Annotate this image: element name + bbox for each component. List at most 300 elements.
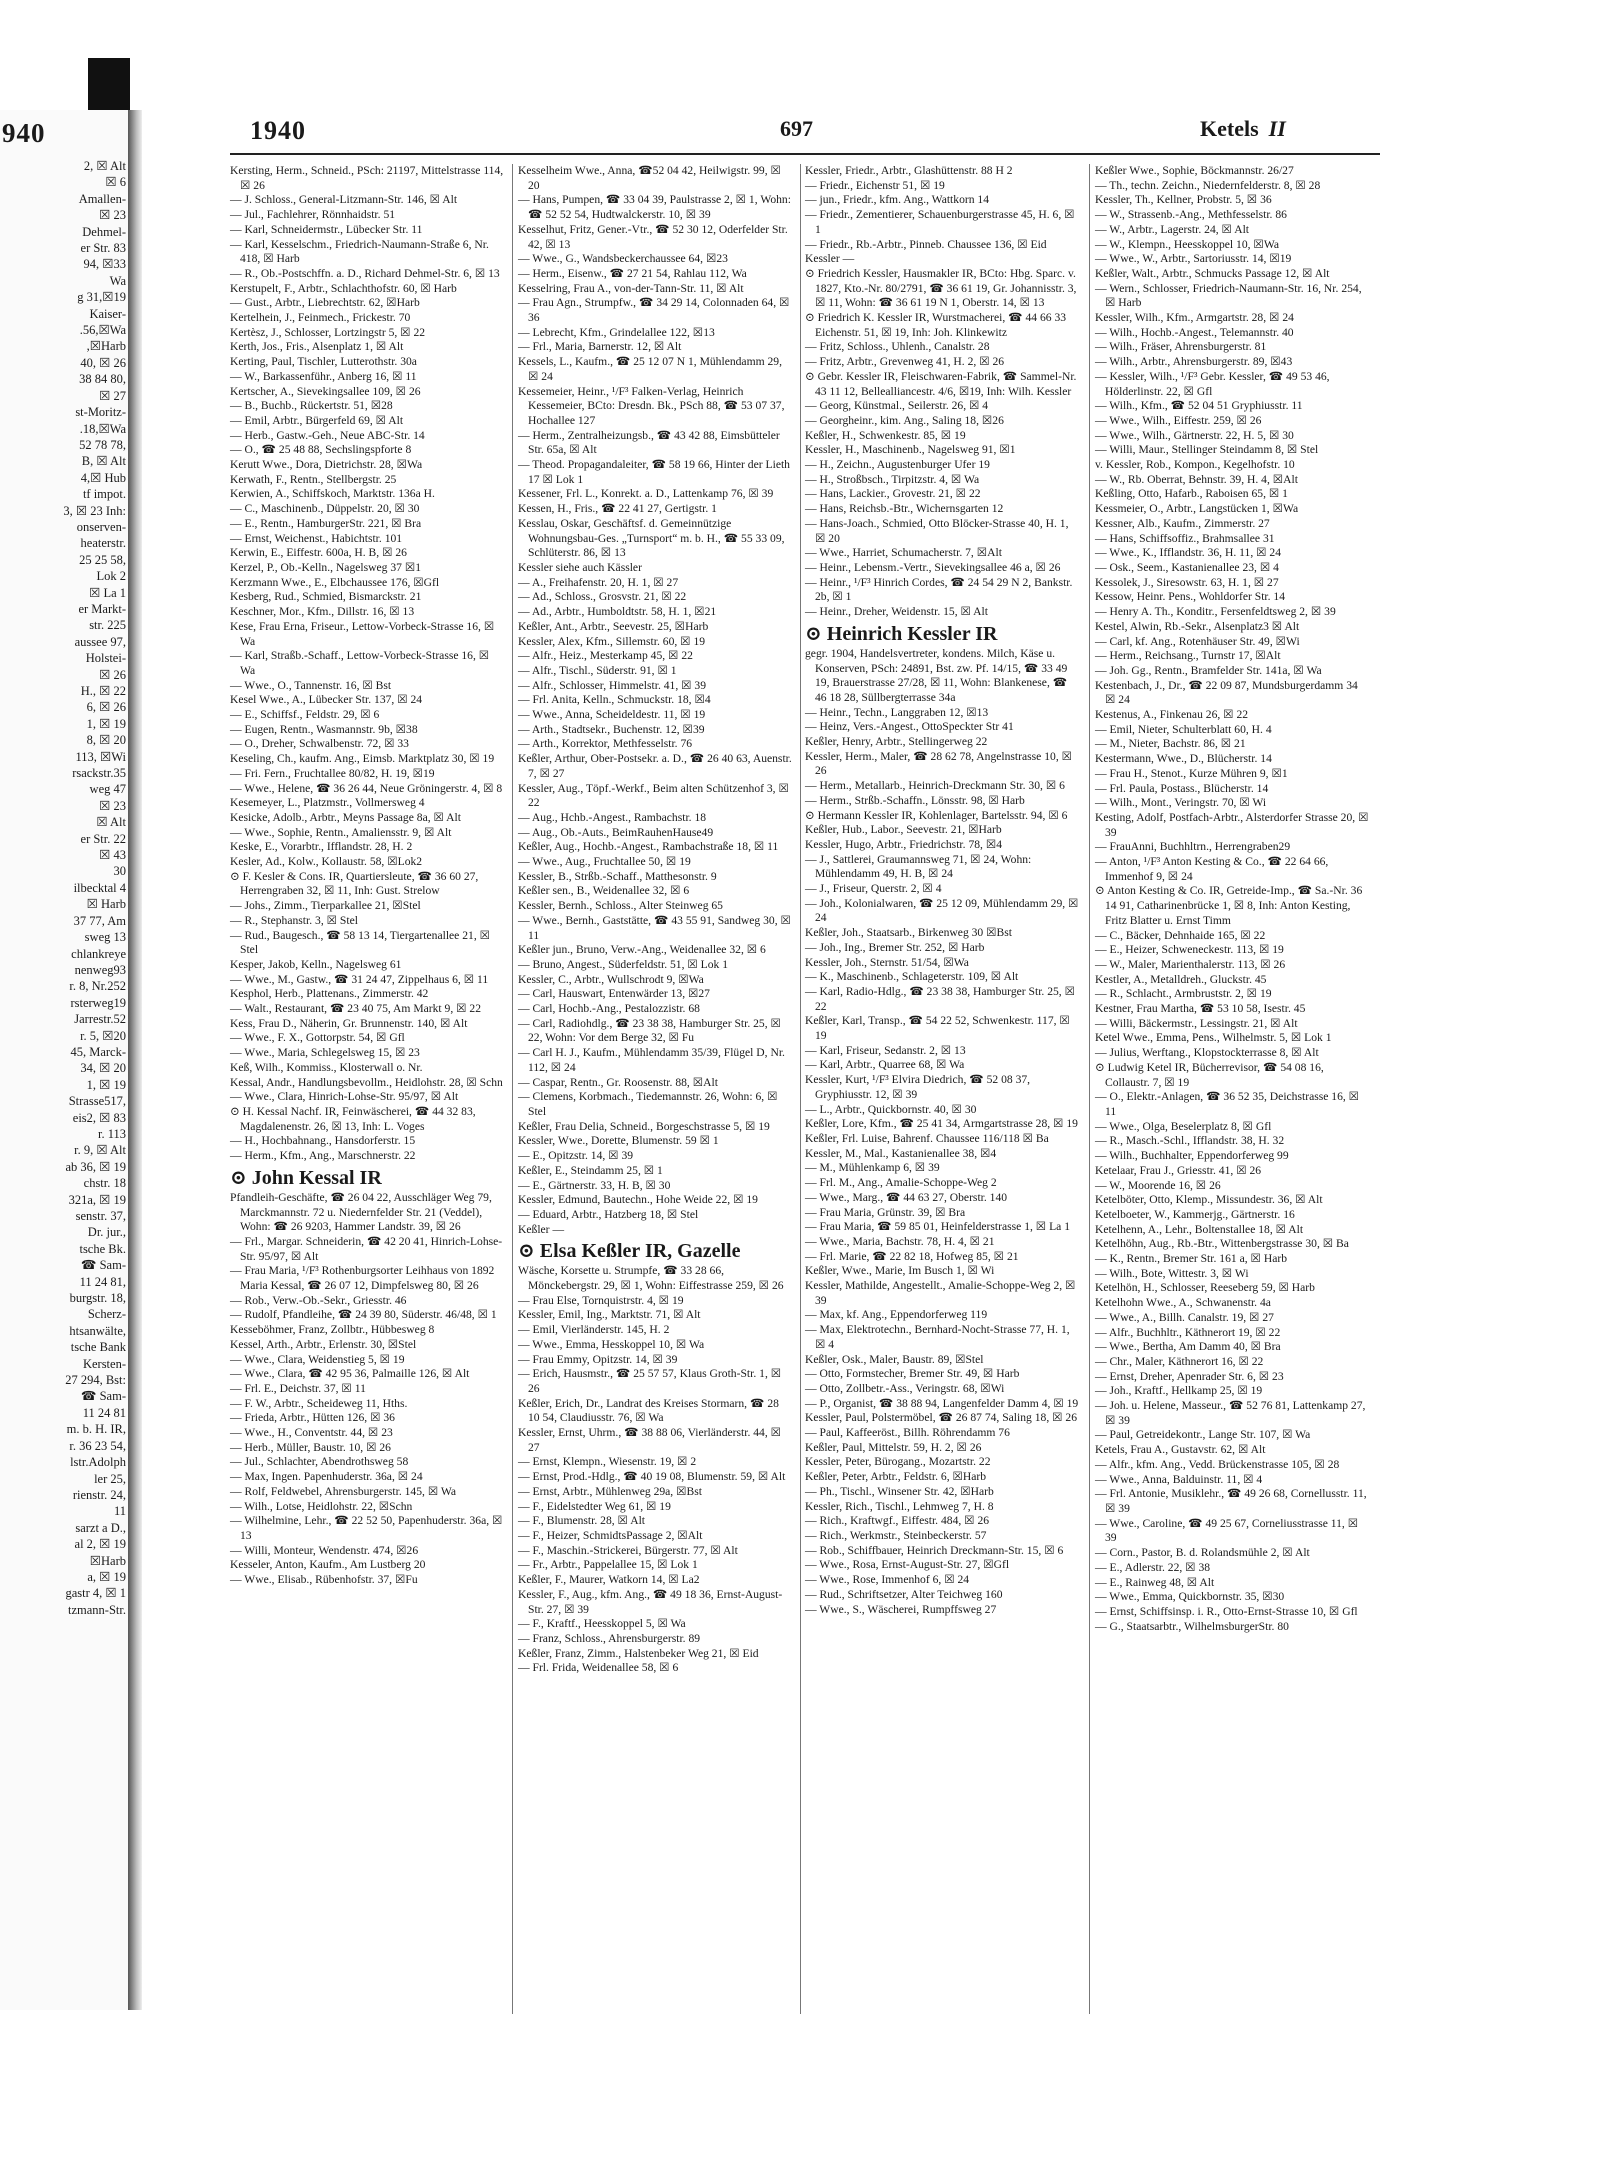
left-page-line: er Str. 22: [80, 831, 126, 846]
directory-entry: — R., Masch.-Schl., Ifflandstr. 38, H. 32: [1095, 1134, 1285, 1148]
left-page-line: ab 36, ☒ 19: [65, 1159, 126, 1174]
directory-entry: Keßler, Joh., Staatsarb., Birkenweg 30 ☒Bst: [805, 926, 1012, 940]
directory-entry: — Wwe., Clara, Hinrich-Lohse-Str. 95/97, ☒ Alt: [230, 1090, 459, 1104]
header-year: 1940: [250, 116, 306, 145]
directory-entry: — Willi, Maur., Stellinger Steindamm 8, ☒ Stel: [1095, 443, 1319, 457]
directory-entry: — E., Opitzstr. 14, ☒ 39: [518, 1149, 634, 1163]
directory-entry: — J. Schloss., General-Litzmann-Str. 146, ☒ Alt: [230, 193, 458, 207]
directory-entry: Kesselhut, Fritz, Gener.-Vtr., ☎ 52 30 12, Oderfelder Str. 42, ☒ 13: [518, 222, 788, 251]
left-page-line: 321a, ☒ 19: [68, 1192, 126, 1207]
directory-entry: Kessener, Frl. L., Konrekt. a. D., Lattenkamp 76, ☒ 39: [518, 487, 774, 501]
directory-entry: — Heinr., Techn., Langgraben 12, ☒13: [805, 705, 989, 719]
directory-entry: ⊙ John Kessal IR: [230, 1166, 382, 1189]
directory-entry: — Wwe., Emma, Quickbornstr. 35, ☒30: [1095, 1590, 1285, 1604]
directory-entry: — Wilh., Buchhalter, Eppendorferweg 99: [1095, 1149, 1289, 1163]
directory-entry: — C., Maschinenb., Düppelstr. 20, ☒ 30: [230, 502, 420, 516]
directory-entry: Kessler, Herm., Maler, ☎ 28 62 78, Angelnstrasse 10, ☒ 26: [805, 749, 1073, 778]
directory-entry: — Wilh., Mont., Veringstr. 70, ☒ Wi: [1095, 796, 1267, 810]
left-page-line: ☒Harb: [89, 1553, 126, 1568]
left-page-line: chlankreye: [71, 946, 126, 961]
left-page-line: Kaiser-: [89, 306, 126, 321]
directory-entry: Kesselheim Wwe., Anna, ☎52 04 42, Heilwigstr. 99, ☒ 20: [518, 164, 781, 192]
directory-entry: — Wwe., Caroline, ☎ 49 25 67, Corneliusstrasse 11, ☒ 39: [1095, 1516, 1359, 1545]
directory-entry: Kessler, F., Aug., kfm. Ang., ☎ 49 18 36, Ernst-August-Str. 27, ☒ 39: [518, 1587, 783, 1616]
directory-entry: — Wwe., Elisab., Rübenhofstr. 37, ☒Fu: [230, 1573, 418, 1587]
directory-entry: Kerutt Wwe., Dora, Dietrichstr. 28, ☒Wa: [230, 458, 423, 472]
directory-entry: — Heinr., Dreher, Weidenstr. 15, ☒ Alt: [805, 605, 988, 619]
left-page-line: 11: [113, 1504, 126, 1519]
directory-entry: — Wwe., Anna, Scheideldestr. 11, ☒ 19: [518, 708, 706, 722]
directory-entry: — Wwe., Rose, Immenhof 6, ☒ 24: [805, 1573, 970, 1587]
directory-entry: — Karl, Straßb.-Schaff., Lettow-Vorbeck-Strasse 16, ☒ Wa: [230, 649, 490, 677]
directory-entry: — Henry A. Th., Konditr., Fersenfeldtsweg 2, ☒ 39: [1095, 605, 1336, 619]
directory-entry: Kerzmann Wwe., E., Elbchaussee 176, ☒Gfl: [230, 575, 440, 589]
left-page-line: r. 36 23 54,: [69, 1438, 126, 1453]
page-gutter: [128, 110, 142, 2010]
directory-entry: — Herm., Zentralheizungsb., ☎ 43 42 88, Eimsbütteler Str. 65a, ☒ Alt: [518, 428, 780, 457]
directory-entry: ⊙ Heinrich Kessler IR: [805, 622, 998, 645]
directory-entry: — Ernst, Klempn., Wiesenstr. 19, ☒ 2: [518, 1455, 697, 1469]
left-page-line: nenweg93: [74, 962, 126, 977]
directory-entry: Ketel Wwe., Emma, Pens., Wilhelmstr. 5, ☒ Lok 1: [1095, 1031, 1332, 1045]
directory-entry: Kerstupelt, F., Arbtr., Schlachthofstr. 60, ☒ Harb: [230, 281, 457, 295]
directory-entry: Keßler, Frl. Luise, Bahrenf. Chaussee 116/118 ☒ Ba: [805, 1132, 1049, 1145]
directory-entry: Keßler, E., Steindamm 25, ☒ 1: [518, 1163, 663, 1177]
directory-entry: — L., Arbtr., Quickbornstr. 40, ☒ 30: [805, 1102, 977, 1116]
directory-entry: Keßler, Franz, Zimm., Halstenbeker Weg 21, ☒ Eid: [518, 1646, 759, 1660]
directory-entry: Keßler, Hub., Labor., Seevestr. 21, ☒Harb: [805, 823, 1002, 837]
directory-entry: — W., Moorende 16, ☒ 26: [1095, 1178, 1221, 1192]
left-page-line: r. 5, ☒20: [80, 1028, 126, 1043]
directory-entry: — Herm., Metallarb., Heinrich-Dreckmann Str. 30, ☒ 6: [805, 779, 1065, 793]
directory-entry: — Clemens, Korbmach., Tiedemannstr. 26, Wohn: 6, ☒ Stel: [518, 1090, 778, 1118]
directory-column-2: [518, 164, 793, 1676]
directory-entry: — Arth., Stadtsekr., Buchenstr. 12, ☒39: [518, 722, 705, 736]
running-title-section: II: [1268, 116, 1286, 141]
directory-entry: — Rud., Schriftsetzer, Alter Teichweg 160: [805, 1587, 1003, 1601]
left-page-line: sweg 13: [84, 930, 126, 945]
directory-entry: — Wwe., A., Billh. Canalstr. 19, ☒ 27: [1095, 1310, 1274, 1324]
directory-entry: — Joh., Kraftf., Hellkamp 25, ☒ 19: [1095, 1384, 1263, 1398]
directory-entry: — Alfr., kfm. Ang., Vedd. Brückenstrasse 105, ☒ 28: [1095, 1457, 1340, 1471]
directory-entry: Kesler, Ad., Kolw., Kollaustr. 58, ☒Lok2: [230, 855, 423, 869]
directory-entry: — W., Rb. Oberrat, Behnstr. 39, H. 4, ☒Alt: [1095, 472, 1298, 486]
directory-entry: Kessler, Ernst, Uhrm., ☎ 38 88 06, Vierländerstr. 44, ☒ 27: [518, 1426, 782, 1454]
directory-entry: — Wwe., Olga, Beselerplatz 8, ☒ Gfl: [1095, 1119, 1272, 1133]
directory-entry: v. Kessler, Rob., Kompon., Kegelhofstr. 10: [1095, 458, 1295, 472]
directory-entry: Kese, Frau Erna, Friseur., Lettow-Vorbeck-Strasse 16, ☒ Wa: [230, 619, 495, 648]
directory-entry: — Wwe., Maria, Schlegelsweg 15, ☒ 23: [230, 1046, 420, 1060]
left-page-line: Strasse517,: [68, 1094, 126, 1109]
directory-entry: — W., Maler, Marienthalerstr. 113, ☒ 26: [1095, 957, 1286, 971]
directory-entry: Kertèsz, J., Schlosser, Lortzingstr 5, ☒ 22: [230, 325, 426, 339]
left-page-line: 4,☒ Hub: [80, 470, 126, 485]
left-page-line: 11 24 81: [82, 1405, 126, 1420]
directory-entry: — Paul, Getreidekontr., Lange Str. 107, ☒ Wa: [1095, 1428, 1311, 1442]
directory-entry: Kerwath, F., Rentn., Stellbergstr. 25: [230, 472, 397, 486]
directory-entry: — Otto, Formstecher, Bremer Str. 49, ☒ Harb: [805, 1367, 1020, 1381]
directory-entry: — K., Rentn., Bremer Str. 161 a, ☒ Harb: [1095, 1252, 1287, 1266]
left-page-header: 940: [2, 118, 46, 148]
left-page-line: 3, ☒ 23 Inh:: [63, 503, 126, 518]
left-page-line: Dr. jur.,: [87, 1225, 126, 1240]
directory-entry: Keßler, Henry, Arbtr., Stellingerweg 22: [805, 735, 988, 749]
directory-entry: Kesel Wwe., A., Lübecker Str. 137, ☒ 24: [230, 693, 423, 707]
directory-entry: Ketelhohn Wwe., A., Schwanenstr. 4a: [1095, 1296, 1271, 1310]
directory-entry: Kessler, Mathilde, Angestellt., Amalie-Schoppe-Weg 2, ☒ 39: [805, 1279, 1076, 1307]
directory-entry: — Herm., Eisenw., ☎ 27 21 54, Rahlau 112, Wa: [518, 266, 747, 280]
directory-entry: — Ad., Schloss., Grosvstr. 21, ☒ 22: [518, 590, 687, 604]
directory-entry: — E., Gärtnerstr. 33, H. B, ☒ 30: [518, 1178, 671, 1192]
directory-entry: Kestermann, Wwe., D., Blücherstr. 14: [1095, 752, 1272, 766]
directory-entry: — Rudolf, Pfandleihe, ☎ 24 39 80, Süderstr. 46/48, ☒ 1: [230, 1308, 497, 1322]
left-page-line: .56,☒Wa: [79, 323, 126, 338]
directory-entry: — Max, Elektrotechn., Bernhard-Nocht-Strasse 77, H. 1, ☒ 4: [805, 1323, 1070, 1351]
directory-entry: Ketels, Frau A., Gustavstr. 62, ☒ Alt: [1095, 1443, 1266, 1457]
directory-entry: — Osk., Seem., Kastanienallee 23, ☒ 4: [1095, 560, 1279, 574]
directory-entry: — Karl, Arbtr., Quarree 68, ☒ Wa: [805, 1058, 965, 1072]
directory-entry: Keßler, Aug., Hochb.-Angest., Rambachstraße 18, ☒ 11: [518, 840, 779, 854]
left-page-line: B, ☒ Alt: [81, 454, 126, 469]
left-page-line: Wa: [109, 273, 126, 288]
directory-entry: — Corn., Pastor, B. d. Rolandsmühle 2, ☒ Alt: [1095, 1546, 1310, 1560]
directory-entry: ⊙ Friedrich K. Kessler IR, Wurstmacherei, ☎ 44 66 33 Eichenstr. 51, ☒ 19, Inh: Joh. Klinkewitz: [805, 311, 1067, 339]
left-page-line: a, ☒ 19: [87, 1569, 126, 1584]
left-page-line: st-Moritz-: [75, 405, 126, 420]
column-divider: [512, 164, 513, 2014]
directory-entry: — Hans, Lackier., Grovestr. 21, ☒ 22: [805, 487, 981, 501]
left-page-line: 8, ☒ 20: [86, 733, 126, 748]
directory-entry: — Eugen, Rentn., Wasmannstr. 9b, ☒38: [230, 722, 418, 736]
left-page-line: senstr. 37,: [75, 1209, 126, 1223]
directory-entry: — Wwe., M., Gastw., ☎ 31 24 47, Zippelhaus 6, ☒ 11: [230, 972, 489, 986]
directory-entry: — Ernst, Schiffsinsp. i. R., Otto-Ernst-Strasse 10, ☒ Gfl: [1095, 1604, 1358, 1618]
left-page-line: eis2, ☒ 83: [72, 1110, 126, 1125]
directory-entry: Ketelböter, Otto, Klemp., Missundestr. 36, ☒ Alt: [1095, 1193, 1323, 1207]
directory-entry: — Willi, Monteur, Wendenstr. 474, ☒26: [230, 1543, 419, 1557]
directory-entry: — Kessler, Wilh., ¹/F³ Gebr. Kessler, ☎ 49 53 46, Hölderlinstr. 22, ☒ Gfl: [1095, 369, 1330, 398]
left-page-line: r. 113: [97, 1126, 126, 1141]
directory-entry: — Wwe., Helene, ☎ 36 26 44, Neue Gröningerstr. 4, ☒ 8: [230, 781, 503, 795]
directory-entry: ⊙ Hermann Kessler IR, Kohlenlager, Bartelsstr. 94, ☒ 6: [805, 808, 1068, 822]
directory-entry: Kerwin, E., Eiffestr. 600a, H. B, ☒ 26: [230, 546, 407, 560]
directory-entry: — Friedr., Zementierer, Schauenburgerstrasse 45, H. 6, ☒ 1: [805, 208, 1075, 236]
directory-entry: — Fritz, Arbtr., Grevenweg 41, H. 2, ☒ 26: [805, 355, 1005, 369]
directory-entry: — Frl. Anita, Kelln., Schmuckstr. 18, ☒4: [518, 693, 711, 707]
directory-entry: — Julius, Werftang., Klopstockterrasse 8, ☒ Alt: [1095, 1046, 1319, 1060]
directory-entry: Kessel, Arth., Arbtr., Erlenstr. 30, ☒Stel: [230, 1337, 417, 1351]
directory-entry: Kessler, H., Maschinenb., Nagelsweg 91, ☒1: [805, 443, 1016, 457]
directory-entry: — Herm., Strßb.-Schaffn., Lönsstr. 98, ☒ Harb: [805, 793, 1025, 807]
directory-entry: Kersting, Herm., Schneid., PSch: 21197, Mittelstrasse 114, ☒ 26: [230, 164, 504, 192]
directory-entry: — Gust., Arbtr., Liebrechtstr. 62, ☒Harb: [230, 296, 420, 310]
left-page-line: Scherz-: [87, 1307, 126, 1322]
directory-entry: — Herb., Gastw.-Geh., Neue ABC-Str. 14: [230, 428, 425, 442]
directory-entry: — Georgheinr., kim. Ang., Saling 18, ☒26: [805, 413, 1004, 427]
directory-entry: — Hans, Reichsb.-Btr., Wichernsgarten 12: [805, 502, 1004, 516]
directory-column-1: [230, 164, 505, 1588]
directory-entry: — W., Strassenb.-Ang., Methfesselstr. 86: [1095, 208, 1287, 222]
directory-entry: — Frau Emmy, Opitzstr. 14, ☒ 39: [518, 1352, 678, 1366]
directory-entry: — O., ☎ 25 48 88, Sechslingspforte 8: [230, 443, 412, 457]
directory-entry: — Hans, Schiffsoffiz., Brahmsallee 31: [1095, 531, 1275, 545]
directory-entry: Kestner, Frau Martha, ☎ 53 10 58, Isestr. 45: [1095, 1002, 1306, 1016]
directory-entry: — O., Dreher, Schwalbenstr. 72, ☒ 33: [230, 737, 409, 751]
directory-entry: — Herm., Kfm., Ang., Marschnerstr. 22: [230, 1149, 416, 1163]
directory-entry: — Wwe., Anna, Balduinstr. 11, ☒ 4: [1095, 1472, 1263, 1486]
directory-entry: Keßler, Karl, Transp., ☎ 54 22 52, Schwenkestr. 117, ☒ 19: [805, 1014, 1070, 1043]
left-page-line: ☒ Harb: [86, 897, 126, 912]
directory-entry: — R., Schlacht., Armbruststr. 2, ☒ 19: [1095, 987, 1272, 1001]
directory-entry: — Max, kf. Ang., Eppendorferweg 119: [805, 1308, 988, 1322]
directory-entry: Kessal, Andr., Handlungsbevollm., Heidlohstr. 28, ☒ Schn: [230, 1075, 503, 1089]
left-page-line: rsterweg19: [70, 995, 126, 1010]
directory-entry: — Wwe., Bernh., Gaststätte, ☎ 43 55 91, Sandweg 30, ☒ 11: [518, 913, 791, 942]
directory-entry: Kesberg, Rud., Schmied, Bismarckstr. 21: [230, 590, 422, 604]
directory-entry: — Bruno, Angest., Süderfeldstr. 51, ☒ Lok 1: [518, 957, 729, 971]
left-page-line: ☒ 23: [99, 798, 126, 813]
directory-entry: Kessner, Alb., Kaufm., Zimmerstr. 27: [1095, 516, 1270, 530]
directory-entry: — Carl, Hochb.-Ang., Pestalozzistr. 68: [518, 1002, 700, 1016]
directory-entry: — E., Rentn., HamburgerStr. 221, ☒ Bra: [230, 516, 422, 530]
directory-entry: Kerth, Jos., Fris., Alsenplatz 1, ☒ Alt: [230, 340, 404, 354]
directory-entry: Keßler, Walt., Arbtr., Schmucks Passage 12, ☒ Alt: [1095, 266, 1330, 280]
directory-entry: — Franz, Schloss., Ahrensburgerstr. 89: [518, 1631, 701, 1645]
directory-entry: — Friedr., Rb.-Arbtr., Pinneb. Chaussee 136, ☒ Eid: [805, 237, 1047, 251]
directory-entry: Kessler, Paul, Polstermöbel, ☎ 26 87 74, Saling 18, ☒ 26: [805, 1411, 1078, 1425]
directory-entry: Kessler, B., Strßb.-Schaff., Matthesonstr. 9: [518, 869, 717, 883]
left-page-line: 27 294, Bst:: [65, 1373, 126, 1388]
directory-entry: — Ph., Tischl., Winsener Str. 42, ☒Harb: [805, 1484, 994, 1498]
directory-entry: — Aug., Hchb.-Angest., Rambachstr. 18: [518, 810, 707, 824]
directory-entry: Ketelaar, Frau J., Griesstr. 41, ☒ 26: [1095, 1163, 1262, 1177]
left-page-line: r. 9, ☒ Alt: [74, 1143, 126, 1158]
directory-entry: — Fr., Arbtr., Pappelallee 15, ☒ Lok 1: [518, 1558, 698, 1572]
directory-entry: — Emil, Arbtr., Bürgerfeld 69, ☒ Alt: [230, 413, 404, 427]
directory-entry: — Ernst, Arbtr., Mühlenweg 29a, ☒Bst: [518, 1484, 702, 1498]
directory-entry: ⊙ Friedrich Kessler, Hausmakler IR, BCto: Hbg. Sparc. v. 1827, Kto.-Nr. 80/2791, ☎ 36 61 19, Gr. Johannisstr. 3, ☒ 11, Wohn: ☎ 36 61 19 N 1, Oberstr. 14, ☒ 13: [805, 266, 1077, 310]
page-number: 697: [780, 116, 813, 141]
directory-entry: — Caspar, Rentn., Gr. Roosenstr. 88, ☒Alt: [518, 1075, 718, 1089]
running-title-name: Ketels: [1200, 116, 1259, 141]
directory-entry: — Karl, Radio-Hdlg., ☎ 23 38 38, Hamburger Str. 25, ☒ 22: [805, 984, 1075, 1013]
directory-entry: — Erich, Hausmstr., ☎ 25 57 57, Klaus Groth-Str. 1, ☒ 26: [518, 1367, 782, 1395]
directory-entry: — Ernst, Dreher, Apenrader Str. 6, ☒ 23: [1095, 1369, 1284, 1383]
page-header: [150, 110, 1420, 150]
directory-entry: — Willi, Bäckermstr., Lessingstr. 21, ☒ Alt: [1095, 1016, 1298, 1030]
left-page-line: lstr.Adolph: [70, 1455, 126, 1470]
directory-entry: — M., Nieter, Bachstr. 86, ☒ 21: [1095, 737, 1246, 751]
directory-entry: Kesslau, Oskar, Geschäftsf. d. Gemeinnützige Wohnungsbau-Ges. „Turnsport“ m. b. H., ☎ 55 33 09, Schlüterstr. 86, ☒ 13: [518, 516, 785, 560]
directory-entry: Keßler sen., B., Weidenallee 32, ☒ 6: [518, 884, 690, 898]
left-page-line: ☒ 27: [99, 388, 126, 403]
directory-entry: Kerwien, A., Schiffskoch, Marktstr. 136a H.: [230, 487, 435, 501]
directory-entry: Keßler, F., Maurer, Watkorn 14, ☒ La2: [518, 1573, 700, 1587]
directory-entry: — Frau Maria, Grünstr. 39, ☒ Bra: [805, 1205, 966, 1219]
directory-entry: — Wwe., Bertha, Am Damm 40, ☒ Bra: [1095, 1340, 1281, 1354]
directory-entry: — C., Bäcker, Dehnhaide 165, ☒ 22: [1095, 928, 1266, 942]
left-page-line: er Markt-: [78, 601, 126, 616]
directory-entry: — Wwe., Clara, ☎ 42 95 36, Palmaille 126, ☒ Alt: [230, 1367, 470, 1381]
directory-entry: — Wern., Schlosser, Friedrich-Naumann-Str. 16, Nr. 254, ☒ Harb: [1095, 281, 1362, 310]
left-page-line: Lok 2: [96, 569, 126, 584]
directory-entry: — W., Barkassenführ., Anberg 16, ☒ 11: [230, 369, 417, 383]
directory-entry: — Ernst, Prod.-Hdlg., ☎ 40 19 08, Blumenstr. 59, ☒ Alt: [518, 1470, 786, 1484]
directory-entry: — R., Ob.-Postschffn. a. D., Richard Dehmel-Str. 6, ☒ 13: [230, 266, 500, 280]
directory-entry: — Emil, Vierländerstr. 145, H. 2: [518, 1323, 670, 1337]
directory-entry: — Wwe., Clara, Weidenstieg 5, ☒ 19: [230, 1352, 405, 1366]
directory-entry: — Wwe., Emma, Hesskoppel 10, ☒ Wa: [518, 1337, 705, 1351]
directory-entry: Keßler, Paul, Mittelstr. 59, H. 2, ☒ 26: [805, 1440, 982, 1454]
left-page-line: 6, ☒ 26: [86, 700, 126, 715]
directory-entry: — Wwe., Rosa, Ernst-August-Str. 27, ☒Gfl: [805, 1558, 1010, 1572]
directory-entry: — K., Maschinenb., Schlageterstr. 109, ☒ Alt: [805, 970, 1019, 984]
directory-entry: — jun., Friedr., kfm. Ang., Wattkorn 14: [805, 193, 990, 207]
left-page-line: ilbecktal 4: [73, 880, 126, 895]
left-page-line: ☒ 6: [105, 175, 126, 190]
directory-entry: Kessler —: [805, 252, 855, 266]
directory-entry: Keßler jun., Bruno, Verw.-Ang., Weidenallee 32, ☒ 6: [518, 943, 766, 957]
directory-entry: — Carl, Radiohdlg., ☎ 23 38 38, Hamburger Str. 25, ☒ 22, Wohn: Vor dem Berge 32, ☒ Fu: [518, 1016, 781, 1045]
left-page-line: str. 225: [89, 618, 126, 633]
running-title: [1200, 116, 1286, 142]
left-page-line: Dehmel-: [82, 224, 126, 239]
column-divider: [1089, 164, 1090, 2014]
directory-entry: Kertscher, A., Sievekingsallee 109, ☒ 26: [230, 384, 421, 398]
directory-entry: — Walt., Restaurant, ☎ 23 40 75, Am Markt 9, ☒ 22: [230, 1002, 482, 1016]
directory-entry: — Wwe., Maria, Bachstr. 78, H. 4, ☒ 21: [805, 1234, 995, 1248]
header-rule: [230, 153, 1380, 155]
directory-entry: — Rob., Verw.-Ob.-Sekr., Griesstr. 46: [230, 1293, 407, 1307]
left-page-line: ☒ Alt: [96, 815, 126, 830]
directory-entry: — Rob., Schiffbauer, Heinrich Dreckmann-Str. 15, ☒ 6: [805, 1543, 1064, 1557]
left-page-line: tzmann-Str.: [68, 1602, 126, 1617]
left-page-line: heaterstr.: [80, 536, 126, 551]
left-page-line: 94, ☒33: [83, 257, 126, 272]
directory-entry: gegr. 1904, Handelsvertreter, kondens. Milch, Käse u. Konserven, PSch: 24891, Bst. zw. Pf. 14/15, ☎ 33 49 19, Brauerstrasse 27/28, ☒ 11, Wohn: Blankenese, ☎ 46 18 28, Süllbergterrasse 34a: [805, 646, 1068, 704]
directory-entry: Kestler, A., Metalldreh., Gluckstr. 45: [1095, 972, 1267, 986]
directory-entry: — Wwe., W., Arbtr., Sartoriusstr. 14, ☒19: [1095, 252, 1292, 266]
directory-page: [150, 110, 1420, 2010]
left-page-line: ☎ Sam-: [80, 1389, 126, 1404]
directory-entry: Ketelhöhn, Aug., Rb.-Btr., Wittenbergstrasse 30, ☒ Ba: [1095, 1237, 1349, 1251]
directory-entry: — Georg, Künstmal., Seilerstr. 26, ☒ 4: [805, 399, 989, 413]
left-page-line: ☒ 23: [99, 208, 126, 223]
left-page-line: ☒ 26: [99, 667, 126, 682]
left-page-line: sarzt a D.,: [75, 1520, 126, 1535]
directory-entry: Wäsche, Korsette u. Strumpfe, ☎ 33 28 66, Mönckebergstr. 29, ☒ 1, Wohn: Eiffestrasse 259, ☒ 26: [518, 1264, 784, 1293]
directory-entry: — Frl. Marie, ☎ 22 82 18, Hofweg 85, ☒ 21: [805, 1249, 1019, 1263]
directory-entry: Kessler, Wilh., Kfm., Armgartstr. 28, ☒ 24: [1095, 311, 1294, 325]
directory-entry: Keske, E., Vorarbtr., Ifflandstr. 28, H. 2: [230, 840, 413, 854]
directory-entry: — Alfr., Heiz., Mesterkamp 45, ☒ 22: [518, 649, 693, 663]
directory-entry: — Wwe., Harriet, Schumacherstr. 7, ☒Alt: [805, 546, 1002, 560]
directory-entry: Kessler, Th., Kellner, Probstr. 5, ☒ 36: [1095, 193, 1272, 207]
left-page-line: 40, ☒ 26: [80, 355, 126, 370]
directory-entry: Kesselring, Frau A., von-der-Tann-Str. 11, ☒ Alt: [518, 281, 744, 295]
directory-entry: — W., Arbtr., Lagerstr. 24, ☒ Alt: [1095, 222, 1250, 236]
column-divider: [800, 164, 801, 2014]
left-page-line: rienstr. 24,: [72, 1487, 126, 1502]
directory-entry: — J., Sattlerei, Graumannsweg 71, ☒ 24, Wohn: Mühlendamm 49, H. B, ☒ 24: [805, 852, 1032, 881]
directory-entry: — Frl. Antonie, Musiklehr., ☎ 49 26 68, Cornellusstr. 11, ☒ 39: [1095, 1487, 1367, 1515]
directory-entry: — Frl., Margar. Schneiderin, ☎ 42 20 41, Hinrich-Lohse-Str. 95/97, ☒ Alt: [230, 1234, 503, 1263]
directory-entry: Keßler, Arthur, Ober-Postsekr. a. D., ☎ 26 40 63, Auenstr. 7, ☒ 27: [518, 752, 792, 780]
directory-entry: — Fritz, Schloss., Uhlenh., Canalstr. 28: [805, 340, 990, 354]
directory-column-4: [1095, 164, 1370, 1634]
directory-entry: Kerzel, P., Ob.-Kelln., Nagelsweg 37 ☒1: [230, 560, 422, 574]
directory-entry: — J., Friseur, Querstr. 2, ☒ 4: [805, 882, 942, 896]
directory-entry: — Th., techn. Zeichn., Niedernfelderstr. 8, ☒ 28: [1095, 178, 1321, 192]
directory-entry: — Rich., Werkmstr., Steinbeckerstr. 57: [805, 1528, 987, 1542]
left-page-line: .18,☒Wa: [79, 421, 126, 436]
directory-entry: — E., Adlerstr. 22, ☒ 38: [1095, 1560, 1211, 1574]
directory-entry: — Heinr., Lebensm.-Vertr., Sievekingsallee 46 a, ☒ 26: [805, 560, 1061, 574]
directory-entry: — Alfr., Tischl., Süderstr. 91, ☒ 1: [518, 663, 677, 677]
directory-entry: — Wwe., Wilh., Eiffestr. 259, ☒ 26: [1095, 413, 1262, 427]
directory-entry: — Ernst, Weichenst., Habichtstr. 101: [230, 531, 403, 545]
directory-entry: — Frieda, Arbtr., Hütten 126, ☒ 36: [230, 1411, 395, 1425]
directory-entry: — P., Organist, ☎ 38 88 94, Langenfelder Damm 4, ☒ 19: [805, 1396, 1079, 1410]
directory-entry: — Wilh., Lotse, Heidlohstr. 22, ☒Schn: [230, 1499, 413, 1513]
directory-entry: Kesting, Adolf, Postfach-Arbtr., Alsterdorfer Strasse 20, ☒ 39: [1095, 810, 1369, 839]
left-page-line: ☎ Sam-: [80, 1258, 126, 1273]
directory-entry: — Wwe., Aug., Fruchtallee 50, ☒ 19: [518, 855, 691, 869]
directory-entry: — Frau Else, Tornquistrstr. 4, ☒ 19: [518, 1293, 684, 1307]
left-page-fragment: [0, 110, 142, 2010]
directory-entry: — Wwe., F. X., Gottorpstr. 54, ☒ Gfl: [230, 1031, 405, 1045]
directory-entry: Keß, Wilh., Kommiss., Klosterwall o. Nr.: [230, 1060, 423, 1074]
directory-entry: Kertelhein, J., Feinmech., Frickestr. 70: [230, 311, 411, 325]
directory-entry: — Herb., Müller, Baustr. 10, ☒ 26: [230, 1440, 391, 1454]
directory-entry: Kess, Frau D., Näherin, Gr. Brunnenstr. 140, ☒ Alt: [230, 1016, 468, 1030]
directory-entry: — Ad., Arbtr., Humboldtstr. 58, H. 1, ☒21: [518, 605, 717, 619]
directory-entry: Kestel, Alwin, Rb.-Sekr., Alsenplatz3 ☒ Alt: [1095, 619, 1300, 633]
left-page-line: 45, Marck-: [70, 1044, 126, 1059]
directory-entry: — Wwe., G., Wandsbeckerchaussee 64, ☒23: [518, 252, 728, 266]
left-page-line: 38 84 80,: [79, 372, 126, 387]
directory-entry: — Fri. Fern., Fruchtallee 80/82, H. 19, ☒19: [230, 766, 435, 780]
left-page-line: 11 24 81,: [79, 1274, 126, 1289]
directory-entry: ⊙ Elsa Keßler IR, Gazelle: [518, 1240, 741, 1263]
left-page-line: aussee 97,: [74, 634, 126, 649]
directory-entry: Keseling, Ch., kaufm. Ang., Eimsb. Marktplatz 30, ☒ 19: [230, 752, 495, 766]
directory-entry: — Wwe., O., Tannenstr. 16, ☒ Bst: [230, 678, 392, 692]
directory-entry: — Frau Agn., Strumpfw., ☎ 34 29 14, Colonnaden 64, ☒ 36: [518, 296, 790, 325]
directory-entry: — Frl. Frida, Weidenallee 58, ☒ 6: [518, 1661, 679, 1675]
directory-entry: Kessow, Heinr. Pens., Wohldorfer Str. 14: [1095, 590, 1286, 604]
directory-entry: — Wwe., Sophie, Rentn., Amaliensstr. 9, ☒ Alt: [230, 825, 452, 839]
left-page-line: tf impot.: [82, 487, 126, 502]
directory-entry: — Eduard, Arbtr., Hatzberg 18, ☒ Stel: [518, 1207, 699, 1221]
directory-entry: Kessels, L., Kaufm., ☎ 25 12 07 N 1, Mühlendamm 29, ☒ 24: [518, 355, 783, 383]
directory-entry: Ketelboeter, W., Kammerjg., Gärtnerstr. 16: [1095, 1207, 1295, 1221]
directory-entry: — Wwe., Marg., ☎ 44 63 27, Oberstr. 140: [805, 1190, 1008, 1204]
directory-entry: Kessler, Peter, Bürogang., Mozartstr. 22: [805, 1455, 991, 1469]
directory-entry: — Jul., Schlachter, Abendrothsweg 58: [230, 1455, 409, 1469]
directory-entry: Keßler Wwe., Sophie, Böckmannstr. 26/27: [1095, 164, 1294, 177]
directory-entry: ⊙ Gebr. Kessler IR, Fleischwaren-Fabrik, ☎ Sammel-Nr. 43 11 12, Bellealliancestr. 4/6, ☒19, Inh: Wilh. Kessler: [805, 369, 1077, 398]
directory-entry: — Karl, Schneidermstr., Lübecker Str. 11: [230, 222, 423, 236]
directory-entry: Keßler, Wwe., Marie, Im Busch 1, ☒ Wi: [805, 1264, 995, 1278]
directory-entry: — F., Kraftf., Heesskoppel 5, ☒ Wa: [518, 1617, 686, 1631]
directory-entry: — Wwe., K., Ifflandstr. 36, H. 11, ☒ 24: [1095, 546, 1281, 560]
directory-entry: Kessemeier, Heinr., ¹/F³ Falken-Verlag, Heinrich Kessemeier, BCto: Dresdn. Bk., PSch 88, ☎ 53 07 37, Hochallee 127: [518, 384, 785, 427]
left-page-line: al 2, ☒ 19: [74, 1537, 126, 1552]
left-page-line: Jarrestr.52: [74, 1012, 126, 1027]
directory-entry: — Wwe., S., Wäscherei, Rumpffsweg 27: [805, 1602, 997, 1616]
directory-entry: — Paul, Kaffeeröst., Billh. Röhrendamm 76: [805, 1426, 1010, 1440]
